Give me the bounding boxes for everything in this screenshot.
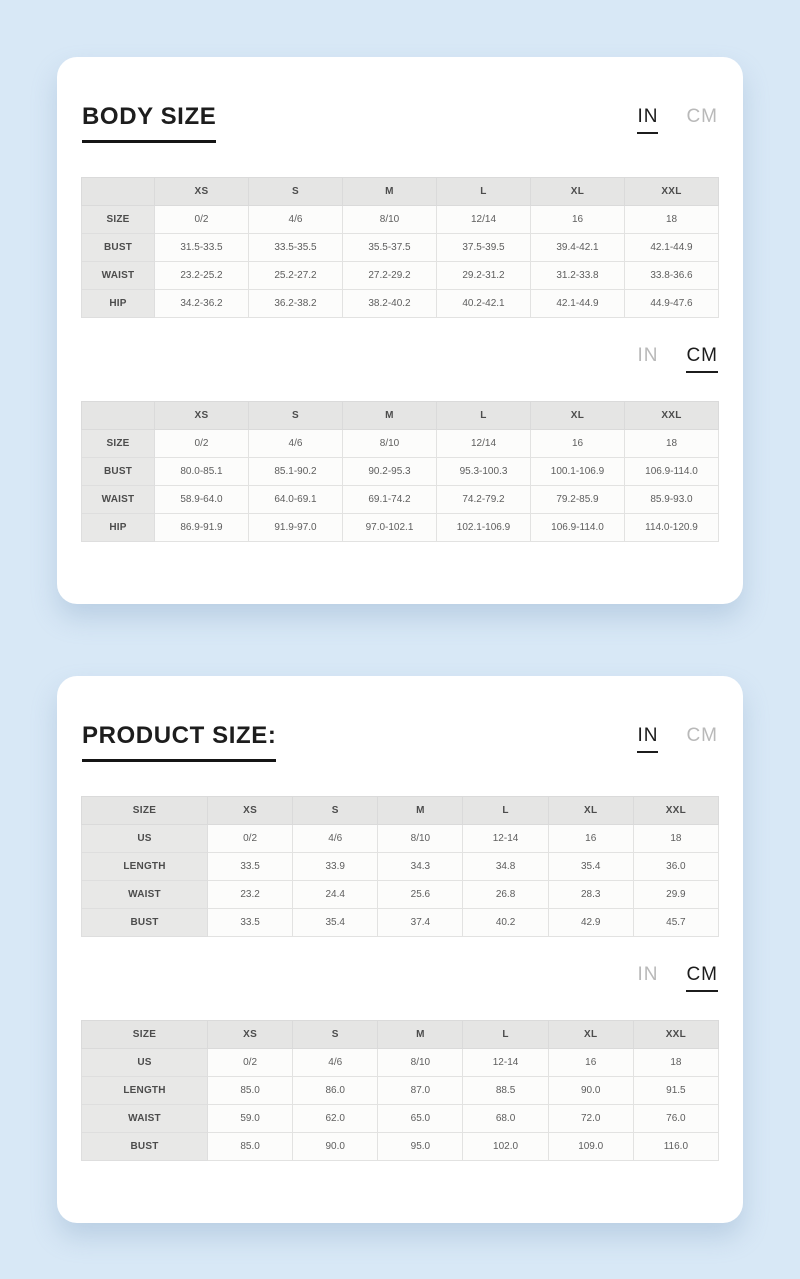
column-header: XL xyxy=(548,796,633,824)
column-header: XL xyxy=(531,178,625,206)
size-cell: 64.0-69.1 xyxy=(249,485,343,513)
size-cell: 59.0 xyxy=(208,1104,293,1132)
size-cell: 16 xyxy=(548,824,633,852)
size-cell: 85.9-93.0 xyxy=(625,485,719,513)
size-cell: 90.0 xyxy=(293,1132,378,1160)
column-header: M xyxy=(378,1020,463,1048)
unit-in-button[interactable]: IN xyxy=(637,726,658,753)
size-cell: 18 xyxy=(625,206,719,234)
size-cell: 86.9-91.9 xyxy=(155,513,249,541)
column-header: XS xyxy=(208,796,293,824)
size-cell: 35.4 xyxy=(293,908,378,936)
column-header: S xyxy=(249,401,343,429)
size-cell: 86.0 xyxy=(293,1076,378,1104)
size-cell: 26.8 xyxy=(463,880,548,908)
size-cell: 102.1-106.9 xyxy=(437,513,531,541)
size-cell: 28.3 xyxy=(548,880,633,908)
size-cell: 100.1-106.9 xyxy=(531,457,625,485)
unit-in-button[interactable]: IN xyxy=(637,345,659,366)
size-cell: 88.5 xyxy=(463,1076,548,1104)
size-cell: 18 xyxy=(633,1048,718,1076)
row-label: WAIST xyxy=(82,485,155,513)
size-cell: 27.2-29.2 xyxy=(343,262,437,290)
size-cell: 106.9-114.0 xyxy=(531,513,625,541)
product-size-table-cm xyxy=(81,1020,719,1161)
size-cell: 0/2 xyxy=(155,206,249,234)
body-size-card xyxy=(57,57,743,604)
row-label: BUST xyxy=(82,1132,208,1160)
row-label: HIP xyxy=(82,290,155,318)
size-cell: 33.8-36.6 xyxy=(625,262,719,290)
size-column-header: SIZE xyxy=(82,796,208,824)
row-label: BUST xyxy=(82,457,155,485)
size-cell: 106.9-114.0 xyxy=(625,457,719,485)
product-size-unit-toggle-in-table xyxy=(637,726,718,753)
size-cell: 91.9-97.0 xyxy=(249,513,343,541)
table-row xyxy=(82,290,719,318)
size-cell: 4/6 xyxy=(293,824,378,852)
size-cell: 91.5 xyxy=(633,1076,718,1104)
size-cell: 0/2 xyxy=(155,429,249,457)
column-header: S xyxy=(249,178,343,206)
column-header: XXL xyxy=(625,401,719,429)
unit-in-button[interactable]: IN xyxy=(637,107,658,134)
product-size-title: PRODUCT SIZE: xyxy=(82,722,276,762)
table-row xyxy=(82,1076,719,1104)
size-cell: 33.9 xyxy=(293,852,378,880)
table-header-row xyxy=(82,1020,719,1048)
column-header: M xyxy=(343,178,437,206)
size-cell: 90.2-95.3 xyxy=(343,457,437,485)
size-cell: 87.0 xyxy=(378,1076,463,1104)
size-cell: 25.2-27.2 xyxy=(249,262,343,290)
table-row xyxy=(82,852,719,880)
size-cell: 42.1-44.9 xyxy=(531,290,625,318)
size-cell: 38.2-40.2 xyxy=(343,290,437,318)
column-header: L xyxy=(437,178,531,206)
size-cell: 24.4 xyxy=(293,880,378,908)
table-row xyxy=(82,1048,719,1076)
column-header: S xyxy=(293,796,378,824)
size-cell: 85.0 xyxy=(208,1076,293,1104)
size-cell: 31.5-33.5 xyxy=(155,234,249,262)
size-cell: 8/10 xyxy=(378,824,463,852)
table-row xyxy=(82,513,719,541)
size-cell: 36.2-38.2 xyxy=(249,290,343,318)
row-label: US xyxy=(82,1048,208,1076)
column-header: XS xyxy=(208,1020,293,1048)
size-cell: 35.5-37.5 xyxy=(343,234,437,262)
product-size-card xyxy=(57,676,743,1223)
column-header: XL xyxy=(531,401,625,429)
size-cell: 62.0 xyxy=(293,1104,378,1132)
corner-cell xyxy=(82,178,155,206)
size-cell: 12/14 xyxy=(437,206,531,234)
size-cell: 45.7 xyxy=(633,908,718,936)
row-label: WAIST xyxy=(82,1104,208,1132)
size-cell: 109.0 xyxy=(548,1132,633,1160)
size-cell: 74.2-79.2 xyxy=(437,485,531,513)
size-cell: 8/10 xyxy=(343,429,437,457)
column-header: M xyxy=(343,401,437,429)
table-row xyxy=(82,1104,719,1132)
column-header: S xyxy=(293,1020,378,1048)
table-row xyxy=(82,262,719,290)
row-label: SIZE xyxy=(82,206,155,234)
table-row xyxy=(82,206,719,234)
product-size-unit-toggle-cm-table xyxy=(81,965,718,992)
row-label: HIP xyxy=(82,513,155,541)
size-cell: 85.0 xyxy=(208,1132,293,1160)
size-cell: 35.4 xyxy=(548,852,633,880)
size-cell: 40.2 xyxy=(463,908,548,936)
column-header: L xyxy=(463,796,548,824)
size-cell: 0/2 xyxy=(208,824,293,852)
unit-cm-button[interactable]: CM xyxy=(686,965,718,992)
size-cell: 25.6 xyxy=(378,880,463,908)
body-size-unit-toggle-in-table xyxy=(637,107,718,134)
column-header: XS xyxy=(155,178,249,206)
size-cell: 12/14 xyxy=(437,429,531,457)
column-header: XL xyxy=(548,1020,633,1048)
table-row xyxy=(82,880,719,908)
size-cell: 12-14 xyxy=(463,1048,548,1076)
table-row xyxy=(82,824,719,852)
size-cell: 97.0-102.1 xyxy=(343,513,437,541)
size-cell: 42.1-44.9 xyxy=(625,234,719,262)
unit-cm-button[interactable]: CM xyxy=(686,346,718,373)
row-label: SIZE xyxy=(82,429,155,457)
size-cell: 4/6 xyxy=(293,1048,378,1076)
table-row xyxy=(82,485,719,513)
size-cell: 85.1-90.2 xyxy=(249,457,343,485)
size-cell: 18 xyxy=(625,429,719,457)
size-cell: 42.9 xyxy=(548,908,633,936)
size-cell: 12-14 xyxy=(463,824,548,852)
row-label: LENGTH xyxy=(82,852,208,880)
table-row xyxy=(82,429,719,457)
row-label: LENGTH xyxy=(82,1076,208,1104)
size-cell: 72.0 xyxy=(548,1104,633,1132)
column-header: XS xyxy=(155,401,249,429)
table-row xyxy=(82,234,719,262)
body-size-table-inches xyxy=(81,177,719,318)
unit-cm-button[interactable]: CM xyxy=(686,106,718,127)
size-cell: 79.2-85.9 xyxy=(531,485,625,513)
size-cell: 33.5 xyxy=(208,908,293,936)
body-size-unit-toggle-cm-table xyxy=(81,346,718,373)
size-cell: 44.9-47.6 xyxy=(625,290,719,318)
size-cell: 39.4-42.1 xyxy=(531,234,625,262)
size-cell: 69.1-74.2 xyxy=(343,485,437,513)
body-size-table-cm xyxy=(81,401,719,542)
size-cell: 31.2-33.8 xyxy=(531,262,625,290)
size-cell: 8/10 xyxy=(343,206,437,234)
column-header: XXL xyxy=(625,178,719,206)
unit-cm-button[interactable]: CM xyxy=(686,724,718,746)
column-header: XXL xyxy=(633,796,718,824)
size-cell: 8/10 xyxy=(378,1048,463,1076)
corner-cell xyxy=(82,401,155,429)
size-cell: 80.0-85.1 xyxy=(155,457,249,485)
size-cell: 4/6 xyxy=(249,429,343,457)
size-cell: 18 xyxy=(633,824,718,852)
size-column-header: SIZE xyxy=(82,1020,208,1048)
row-label: WAIST xyxy=(82,880,208,908)
size-cell: 34.8 xyxy=(463,852,548,880)
body-size-title: BODY SIZE xyxy=(82,103,216,143)
size-cell: 16 xyxy=(531,429,625,457)
column-header: L xyxy=(437,401,531,429)
size-cell: 23.2-25.2 xyxy=(155,262,249,290)
row-label: BUST xyxy=(82,234,155,262)
size-cell: 76.0 xyxy=(633,1104,718,1132)
size-cell: 65.0 xyxy=(378,1104,463,1132)
size-cell: 16 xyxy=(548,1048,633,1076)
size-cell: 37.5-39.5 xyxy=(437,234,531,262)
table-row xyxy=(82,457,719,485)
size-cell: 36.0 xyxy=(633,852,718,880)
size-cell: 37.4 xyxy=(378,908,463,936)
size-cell: 102.0 xyxy=(463,1132,548,1160)
size-cell: 34.2-36.2 xyxy=(155,290,249,318)
product-size-table-inches xyxy=(81,796,719,937)
size-cell: 95.3-100.3 xyxy=(437,457,531,485)
size-cell: 33.5-35.5 xyxy=(249,234,343,262)
body-size-card-header xyxy=(82,103,718,143)
table-header-row xyxy=(82,178,719,206)
size-cell: 58.9-64.0 xyxy=(155,485,249,513)
size-cell: 40.2-42.1 xyxy=(437,290,531,318)
table-header-row xyxy=(82,796,719,824)
size-cell: 16 xyxy=(531,206,625,234)
size-cell: 29.2-31.2 xyxy=(437,262,531,290)
size-cell: 68.0 xyxy=(463,1104,548,1132)
table-row xyxy=(82,1132,719,1160)
column-header: L xyxy=(463,1020,548,1048)
row-label: BUST xyxy=(82,908,208,936)
row-label: US xyxy=(82,824,208,852)
size-cell: 114.0-120.9 xyxy=(625,513,719,541)
table-header-row xyxy=(82,401,719,429)
size-cell: 90.0 xyxy=(548,1076,633,1104)
table-row xyxy=(82,908,719,936)
product-size-card-header xyxy=(82,722,718,762)
column-header: XXL xyxy=(633,1020,718,1048)
row-label: WAIST xyxy=(82,262,155,290)
size-cell: 34.3 xyxy=(378,852,463,880)
column-header: M xyxy=(378,796,463,824)
unit-in-button[interactable]: IN xyxy=(637,963,659,985)
size-cell: 0/2 xyxy=(208,1048,293,1076)
size-cell: 4/6 xyxy=(249,206,343,234)
size-cell: 116.0 xyxy=(633,1132,718,1160)
size-cell: 95.0 xyxy=(378,1132,463,1160)
size-cell: 33.5 xyxy=(208,852,293,880)
size-cell: 29.9 xyxy=(633,880,718,908)
size-cell: 23.2 xyxy=(208,880,293,908)
